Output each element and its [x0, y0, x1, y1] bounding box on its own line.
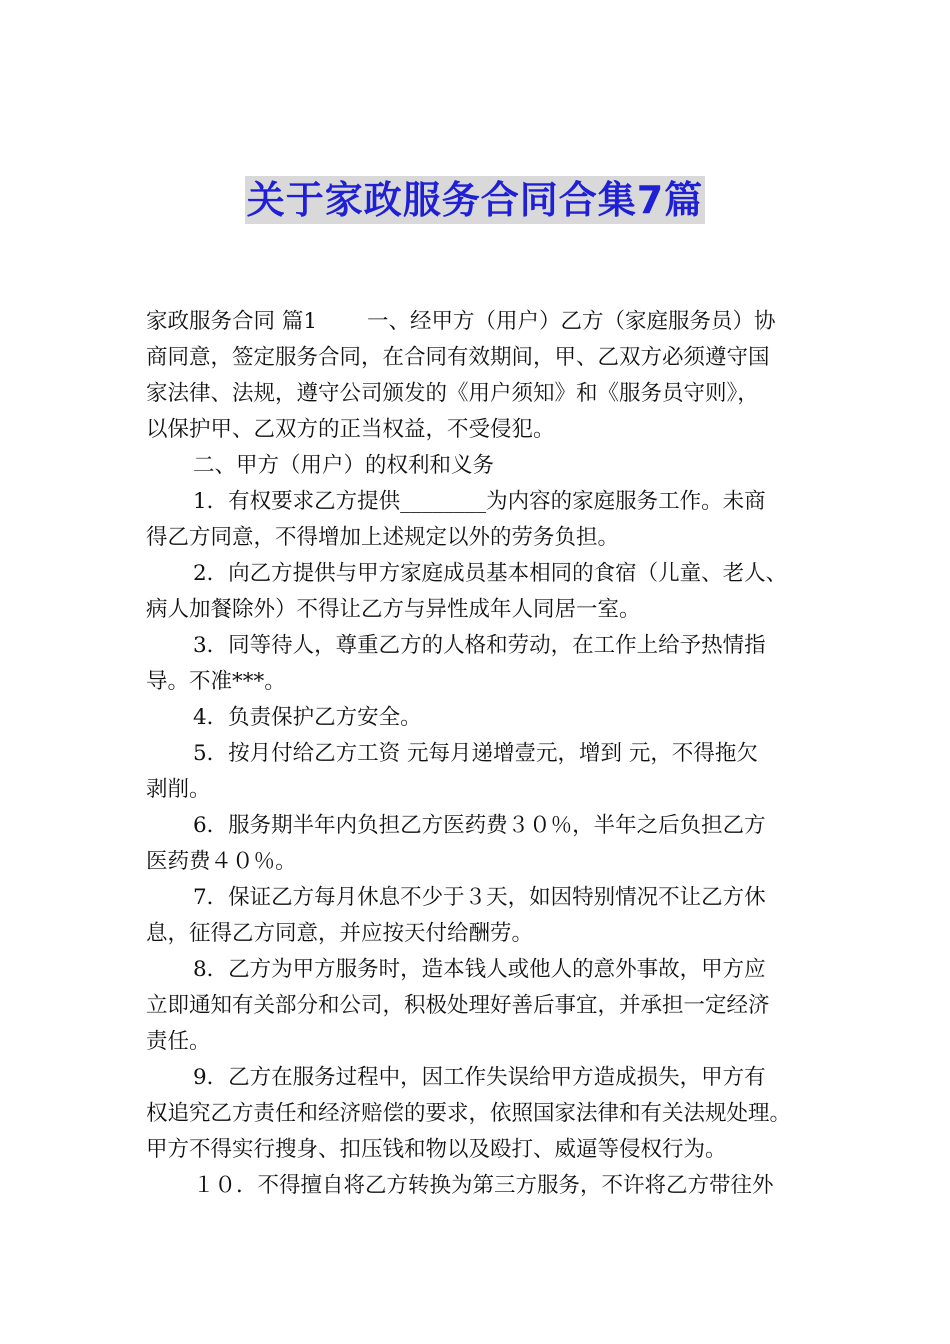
line-text: 一、经甲方（用户）乙方（家庭服务员）协 — [367, 309, 776, 334]
paragraph-line: 以保护甲、乙双方的正当权益，不受侵犯。 — [146, 417, 555, 442]
paragraph-line: 9．乙方在服务过程中，因工作失误给甲方造成损失，甲方有 — [193, 1065, 766, 1090]
paragraph-line: 得乙方同意，不得增加上述规定以外的劳务负担。 — [146, 525, 620, 550]
document-title: 关于家政服务合同合集7篇 — [246, 178, 704, 222]
document-body — [146, 304, 810, 1204]
paragraph-line: １０．不得擅自将乙方转换为第三方服务，不许将乙方带往外 — [193, 1173, 774, 1198]
paragraph-line: 二、甲方（用户）的权利和义务 — [193, 453, 495, 478]
paragraph-line: 立即通知有关部分和公司，积极处理好善后事宜，并承担一定经济 — [146, 993, 770, 1018]
paragraph-line: 商同意，签定服务合同，在合同有效期间，甲、乙双方必须遵守国 — [146, 345, 770, 370]
paragraph-line: 6．服务期半年内负担乙方医药费３０％，半年之后负担乙方 — [193, 813, 766, 838]
title-wrapper — [0, 176, 950, 224]
paragraph-line: 医药费４０％。 — [146, 849, 297, 874]
paragraph-line: 2．向乙方提供与甲方家庭成员基本相同的食宿（儿童、老人、 — [193, 561, 788, 586]
paragraph-line: 甲方不得实行搜身、扣压钱和物以及殴打、威逼等侵权行为。 — [146, 1137, 727, 1162]
paragraph-line: 剥削。 — [146, 777, 211, 802]
section-heading: 家政服务合同 篇1 — [146, 309, 318, 334]
paragraph-line: 息，征得乙方同意，并应按天付给酬劳。 — [146, 921, 534, 946]
paragraph-line: 4．负责保护乙方安全。 — [193, 705, 422, 730]
paragraph-line: 3．同等待人，尊重乙方的人格和劳动，在工作上给予热情指 — [193, 633, 766, 658]
paragraph-line: 家法律、法规，遵守公司颁发的《用户须知》和《服务员守则》， — [146, 381, 759, 406]
paragraph-line: 责任。 — [146, 1029, 211, 1054]
paragraph-line: 5．按月付给乙方工资 元每月递增壹元，增到 元，不得拖欠 — [193, 741, 758, 766]
paragraph-line: 权追究乙方责任和经济赔偿的要求，依照国家法律和有关法规处理。 — [146, 1101, 792, 1126]
paragraph-line: 导。不准***。 — [146, 669, 286, 694]
paragraph-line: 8．乙方为甲方服务时，造本钱人或他人的意外事故，甲方应 — [193, 957, 766, 982]
paragraph-line: 病人加餐除外）不得让乙方与异性成年人同居一室。 — [146, 597, 641, 622]
paragraph-line — [146, 304, 810, 340]
paragraph-line: 1．有权要求乙方提供________为内容的家庭服务工作。未商 — [193, 489, 766, 514]
paragraph-line: 7．保证乙方每月休息不少于３天，如因特别情况不让乙方休 — [193, 885, 766, 910]
